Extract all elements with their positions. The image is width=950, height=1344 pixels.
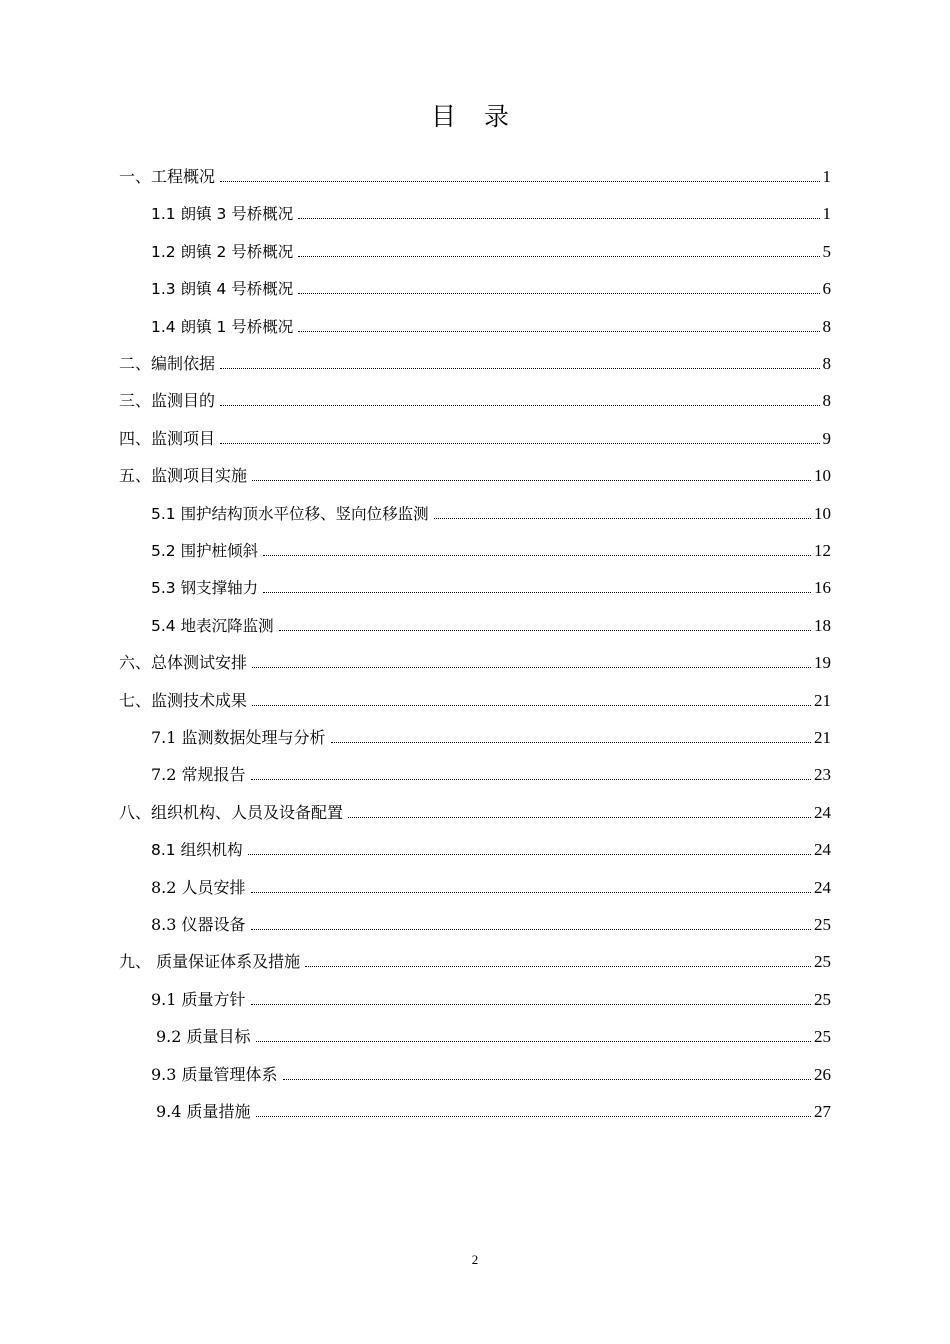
toc-entry-page: 6 <box>822 279 831 299</box>
toc-entry[interactable] <box>151 723 831 749</box>
toc-entry[interactable] <box>119 461 831 487</box>
toc-dot-leader <box>348 817 811 818</box>
toc-dot-leader <box>263 555 811 556</box>
toc-entry[interactable] <box>119 386 831 412</box>
toc-entry-text: 9.2 质量目标 <box>156 1027 251 1047</box>
toc-entry[interactable] <box>119 648 831 674</box>
toc-dot-leader <box>263 592 811 593</box>
toc-dot-leader <box>305 966 811 967</box>
toc-entry-page: 8 <box>822 391 831 411</box>
toc-dot-leader <box>252 480 811 481</box>
toc-entry-page: 9 <box>822 428 831 448</box>
toc-title: 目 录 <box>431 102 519 131</box>
toc-dot-leader <box>251 892 811 893</box>
toc-entry-page: 25 <box>814 989 831 1009</box>
toc-dot-leader <box>252 667 811 668</box>
toc-entry[interactable] <box>151 835 831 861</box>
toc-entry-text: 5.4 地表沉降监测 <box>151 616 274 635</box>
toc-dot-leader <box>251 779 811 780</box>
toc-entry-text: 9.1 质量方针 <box>151 989 246 1009</box>
toc-entry[interactable] <box>151 611 831 637</box>
toc-dot-leader <box>220 368 819 369</box>
toc-entry-page: 19 <box>814 653 831 673</box>
toc-entry-page: 8 <box>822 354 831 373</box>
toc-dot-leader <box>220 181 819 182</box>
toc-entry-text: 7.2 常规报告 <box>151 765 246 785</box>
toc-entry-page: 10 <box>814 466 831 486</box>
toc-dot-leader <box>252 705 811 706</box>
toc-entry-page: 24 <box>814 802 831 822</box>
toc-entry-text: 5.3 钢支撑轴力 <box>151 579 259 598</box>
toc-entry-text: 五、监测项目实施 <box>119 466 248 486</box>
toc-entry[interactable] <box>151 499 831 525</box>
toc-entry-text: 9.4 质量措施 <box>156 1102 251 1121</box>
toc-entry[interactable] <box>151 573 831 599</box>
toc-dot-leader <box>298 256 819 257</box>
toc-entry[interactable] <box>151 237 831 263</box>
toc-entry-page: 27 <box>814 1102 831 1121</box>
toc-entry[interactable] <box>151 274 831 300</box>
toc-entry[interactable] <box>156 1097 831 1123</box>
toc-entry-text: 1.3 朗镇 4 号桥概况 <box>151 280 294 299</box>
toc-entry[interactable] <box>151 536 831 562</box>
toc-entry-text: 8.2 人员安排 <box>151 877 246 897</box>
toc-dot-leader <box>298 331 819 332</box>
toc-entry-page: 5 <box>822 241 831 261</box>
toc-entry-text: 8.3 仪器设备 <box>151 915 246 934</box>
toc-entry-text: 三、监测目的 <box>119 391 216 411</box>
toc-entry-page: 1 <box>822 167 831 186</box>
toc-entry-page: 23 <box>814 765 831 785</box>
toc-entry-text: 1.1 朗镇 3 号桥概况 <box>151 205 294 224</box>
toc-dot-leader <box>256 1041 811 1042</box>
toc-entry[interactable] <box>119 162 831 188</box>
toc-dot-leader <box>298 218 819 219</box>
toc-dot-leader <box>331 742 811 743</box>
toc-dot-leader <box>220 443 819 444</box>
toc-entry[interactable] <box>151 1060 831 1086</box>
toc-entry-page: 1 <box>822 204 831 224</box>
toc-dot-leader <box>220 405 819 406</box>
toc-entry-page: 25 <box>814 952 831 972</box>
toc-entry-page: 16 <box>814 578 831 598</box>
toc-entry-page: 25 <box>814 1027 831 1047</box>
toc-entry-text: 八、组织机构、人员及设备配置 <box>119 802 344 822</box>
toc-entry[interactable] <box>119 798 831 824</box>
toc-dot-leader <box>434 518 811 519</box>
toc-entry-text: 9.3 质量管理体系 <box>151 1064 278 1084</box>
toc-entry[interactable] <box>151 199 831 225</box>
toc-entry-text: 7.1 监测数据处理与分析 <box>151 728 326 747</box>
toc-entry[interactable] <box>119 424 831 450</box>
toc-entry[interactable] <box>151 910 831 936</box>
toc-entry-page: 8 <box>822 316 831 336</box>
toc-dot-leader <box>256 1116 811 1117</box>
toc-entry-page: 12 <box>814 541 831 560</box>
toc-entry-page: 25 <box>814 915 831 934</box>
toc-entry[interactable] <box>151 760 831 786</box>
toc-entry-text: 1.4 朗镇 1 号桥概况 <box>151 317 294 336</box>
toc-entry-text: 1.2 朗镇 2 号桥概况 <box>151 242 294 261</box>
toc-entry-page: 26 <box>814 1064 831 1084</box>
toc-entry-text: 一、工程概况 <box>119 167 216 186</box>
toc-entry[interactable] <box>119 349 831 375</box>
toc-dot-leader <box>279 630 811 631</box>
toc-entry[interactable] <box>119 686 831 712</box>
toc-entry[interactable] <box>151 985 831 1011</box>
toc-entry-text: 8.1 组织机构 <box>151 841 243 860</box>
toc-entry-page: 24 <box>814 877 831 897</box>
toc-entry-text: 七、监测技术成果 <box>119 690 248 710</box>
toc-entry-text: 5.1 围护结构顶水平位移、竖向位移监测 <box>151 504 429 523</box>
toc-entry-text: 二、编制依据 <box>119 354 216 373</box>
page-number: 2 <box>471 1252 479 1267</box>
toc-entry-text: 四、监测项目 <box>119 428 216 448</box>
toc-entry-text: 九、 质量保证体系及措施 <box>119 952 301 972</box>
toc-entry-page: 21 <box>814 690 831 710</box>
toc-entry[interactable] <box>156 1022 831 1048</box>
toc-dot-leader <box>248 854 811 855</box>
toc-entry-text: 六、总体测试安排 <box>119 653 248 673</box>
toc-entry[interactable] <box>119 947 831 973</box>
toc-entry-page: 10 <box>814 503 831 523</box>
toc-entry[interactable] <box>151 312 831 338</box>
toc-entry-text: 5.2 围护桩倾斜 <box>151 542 259 560</box>
toc-entry-page: 21 <box>814 728 831 747</box>
toc-entry[interactable] <box>151 873 831 899</box>
toc-dot-leader <box>251 1004 811 1005</box>
toc-entry-page: 24 <box>814 840 831 860</box>
toc-entry-page: 18 <box>814 615 831 635</box>
toc-dot-leader <box>283 1079 811 1080</box>
toc-dot-leader <box>298 293 819 294</box>
toc-dot-leader <box>251 929 811 930</box>
